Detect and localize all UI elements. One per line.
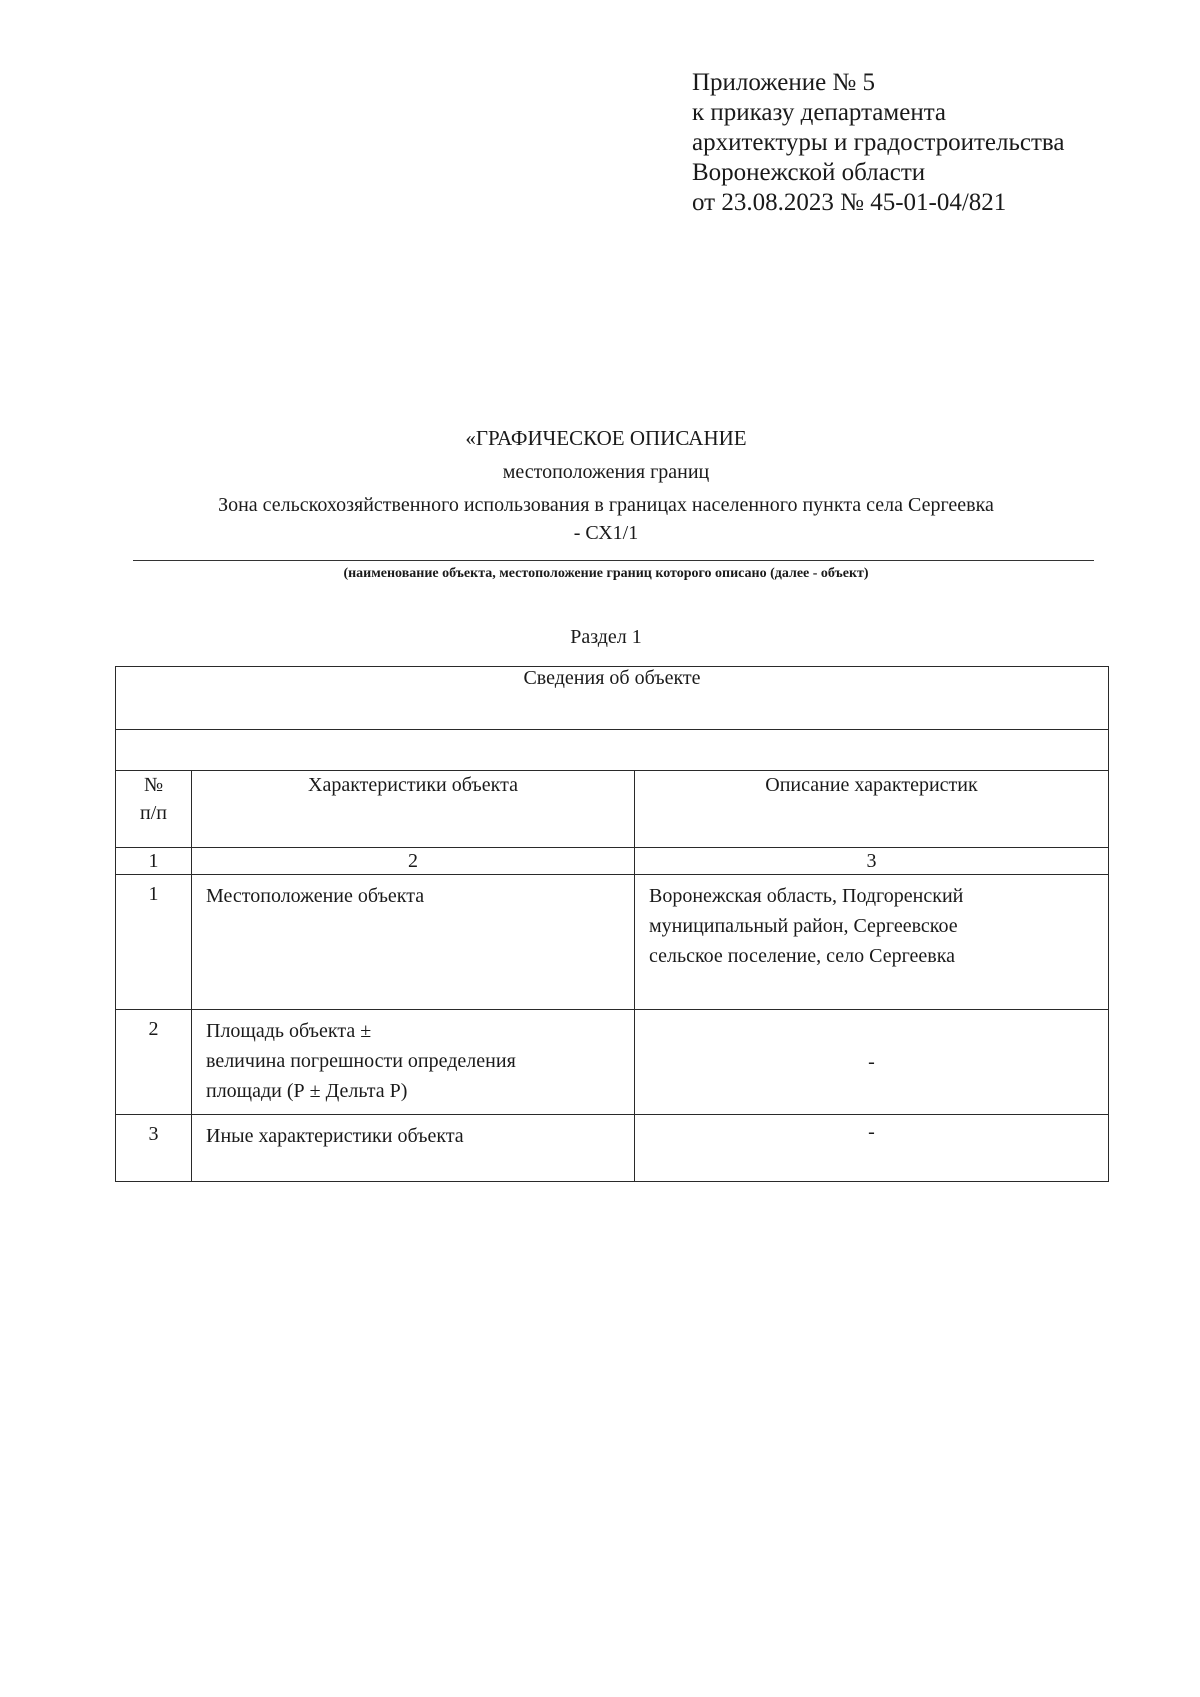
appendix-line: от 23.08.2023 № 45-01-04/821 — [692, 189, 1007, 216]
header-num — [116, 771, 192, 848]
header-characteristic: Характеристики объекта — [192, 771, 635, 848]
document-title: «ГРАФИЧЕСКОЕ ОПИСАНИЕ — [465, 426, 747, 450]
row-characteristic — [192, 1010, 635, 1115]
row-num: 1 — [116, 875, 192, 1010]
table-empty-row — [116, 730, 1109, 771]
object-name-line: Зона сельскохозяйственного использования в границах населенного пункта села Сергеевка — [218, 494, 994, 516]
document-subtitle: местоположения границ — [502, 461, 710, 483]
row-description — [635, 875, 1109, 1010]
index-cell: 1 — [116, 848, 192, 875]
object-info-table — [115, 666, 1109, 1182]
header-description: Описание характеристик — [635, 771, 1109, 848]
table-row — [116, 1010, 1109, 1115]
description-line: сельское поселение, село Сергеевка — [649, 945, 956, 967]
table-title: Сведения об объекте — [116, 667, 1109, 730]
object-name-underline — [133, 560, 1094, 561]
row-num: 2 — [116, 1010, 192, 1115]
row-num: 3 — [116, 1115, 192, 1182]
object-name — [115, 491, 1097, 547]
header-num-line: п/п — [140, 802, 167, 824]
section-heading: Раздел 1 — [570, 626, 642, 648]
index-cell: 3 — [635, 848, 1109, 875]
appendix-header — [692, 68, 1064, 218]
table-row — [116, 1115, 1109, 1182]
row-description: - — [635, 1115, 1109, 1182]
description-line: Воронежская область, Подгоренский — [649, 885, 964, 907]
table-row — [116, 875, 1109, 1010]
appendix-line: Воронежской области — [692, 159, 926, 186]
object-name-line: - СХ1/1 — [573, 522, 639, 544]
index-cell: 2 — [192, 848, 635, 875]
row-characteristic: Местоположение объекта — [192, 875, 635, 1010]
appendix-line: к приказу департамента — [692, 99, 947, 126]
characteristic-line: Площадь объекта ± — [206, 1020, 372, 1042]
row-characteristic: Иные характеристики объекта — [192, 1115, 635, 1182]
appendix-line: Приложение № 5 — [692, 69, 876, 96]
object-name-caption: (наименование объекта, местоположение границ которого описано (далее - объект) — [343, 566, 869, 581]
table-index-row — [116, 848, 1109, 875]
header-num-line: № — [143, 774, 164, 796]
appendix-line: архитектуры и градостроительства — [692, 129, 1065, 156]
row-description: - — [635, 1010, 1109, 1115]
table-header-row — [116, 771, 1109, 848]
document-title-block — [115, 424, 1097, 547]
description-line: муниципальный район, Сергеевское — [649, 915, 958, 937]
characteristic-line: площади (Р ± Дельта Р) — [206, 1080, 408, 1102]
characteristic-line: величина погрешности определения — [206, 1050, 516, 1072]
